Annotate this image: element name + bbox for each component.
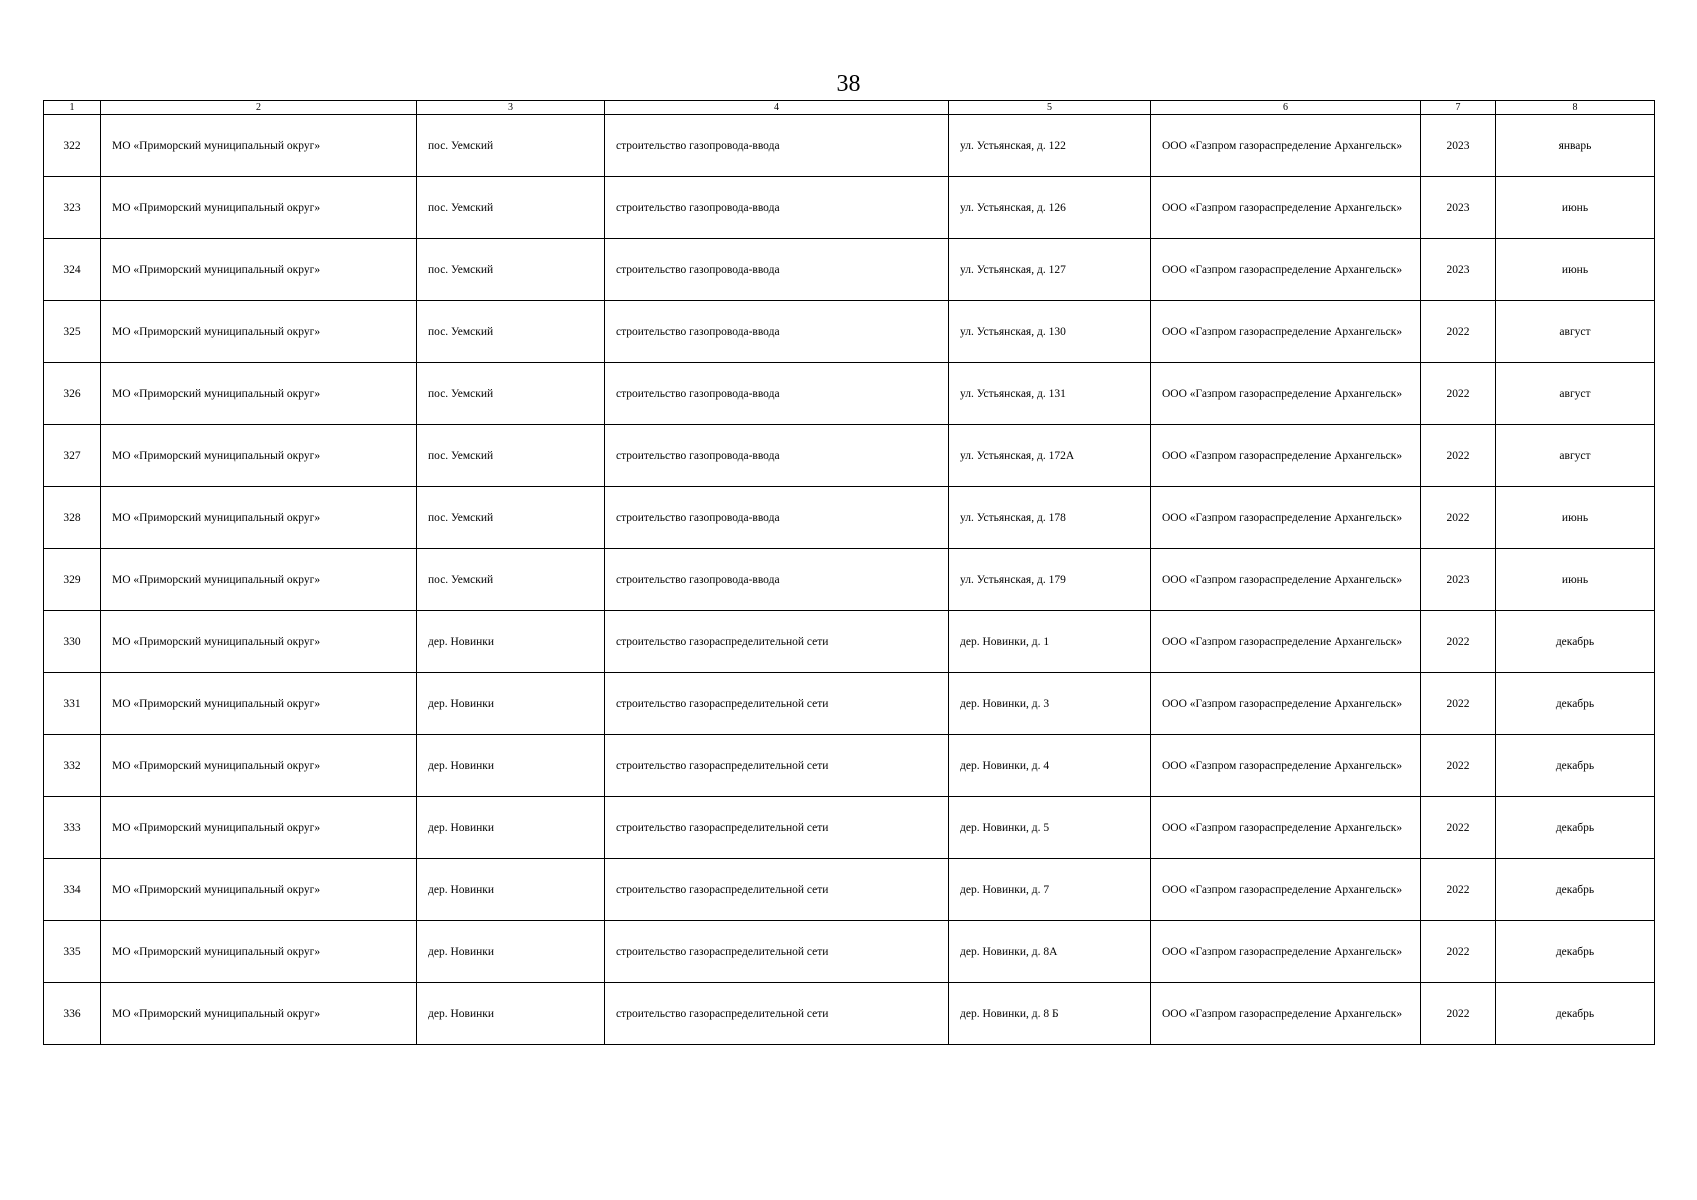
year-cell: 2023: [1421, 239, 1496, 301]
row-number-cell: 332: [44, 735, 101, 797]
municipality-cell: МО «Приморский муниципальный округ»: [101, 983, 417, 1045]
column-number-row: [44, 101, 1655, 115]
month-cell: август: [1496, 425, 1655, 487]
row-number-cell: 327: [44, 425, 101, 487]
address-cell: дер. Новинки, д. 4: [949, 735, 1151, 797]
year-cell: 2022: [1421, 363, 1496, 425]
month-cell: декабрь: [1496, 859, 1655, 921]
table-row: [44, 487, 1655, 549]
work-type-cell: строительство газораспределительной сети: [605, 921, 949, 983]
year-cell: 2022: [1421, 921, 1496, 983]
organization-cell: ООО «Газпром газораспределение Архангельск»: [1151, 487, 1421, 549]
municipality-cell: МО «Приморский муниципальный округ»: [101, 859, 417, 921]
work-type-cell: строительство газораспределительной сети: [605, 859, 949, 921]
address-cell: ул. Устьянская, д. 131: [949, 363, 1151, 425]
address-cell: ул. Устьянская, д. 172А: [949, 425, 1151, 487]
work-type-cell: строительство газопровода-ввода: [605, 425, 949, 487]
organization-cell: ООО «Газпром газораспределение Архангельск»: [1151, 735, 1421, 797]
organization-cell: ООО «Газпром газораспределение Архангельск»: [1151, 611, 1421, 673]
table-row: [44, 425, 1655, 487]
month-cell: август: [1496, 301, 1655, 363]
table-row: [44, 921, 1655, 983]
column-header: 1: [44, 101, 101, 115]
municipality-cell: МО «Приморский муниципальный округ»: [101, 797, 417, 859]
year-cell: 2022: [1421, 301, 1496, 363]
municipality-cell: МО «Приморский муниципальный округ»: [101, 487, 417, 549]
settlement-cell: пос. Уемский: [417, 363, 605, 425]
month-cell: январь: [1496, 115, 1655, 177]
row-number-cell: 323: [44, 177, 101, 239]
work-type-cell: строительство газораспределительной сети: [605, 797, 949, 859]
page-number: 38: [836, 71, 861, 97]
municipality-cell: МО «Приморский муниципальный округ»: [101, 673, 417, 735]
table-body: [44, 115, 1655, 1045]
year-cell: 2023: [1421, 549, 1496, 611]
organization-cell: ООО «Газпром газораспределение Архангельск»: [1151, 363, 1421, 425]
organization-cell: ООО «Газпром газораспределение Архангельск»: [1151, 983, 1421, 1045]
work-type-cell: строительство газопровода-ввода: [605, 301, 949, 363]
address-cell: дер. Новинки, д. 1: [949, 611, 1151, 673]
row-number-cell: 334: [44, 859, 101, 921]
table-header: [44, 101, 1655, 115]
year-cell: 2022: [1421, 611, 1496, 673]
address-cell: ул. Устьянская, д. 127: [949, 239, 1151, 301]
work-type-cell: строительство газораспределительной сети: [605, 983, 949, 1045]
row-number-cell: 336: [44, 983, 101, 1045]
row-number-cell: 330: [44, 611, 101, 673]
month-cell: декабрь: [1496, 797, 1655, 859]
work-type-cell: строительство газопровода-ввода: [605, 177, 949, 239]
month-cell: июнь: [1496, 239, 1655, 301]
municipality-cell: МО «Приморский муниципальный округ»: [101, 239, 417, 301]
year-cell: 2022: [1421, 797, 1496, 859]
month-cell: июнь: [1496, 487, 1655, 549]
row-number-cell: 324: [44, 239, 101, 301]
month-cell: декабрь: [1496, 611, 1655, 673]
table-row: [44, 549, 1655, 611]
organization-cell: ООО «Газпром газораспределение Архангельск»: [1151, 301, 1421, 363]
year-cell: 2023: [1421, 115, 1496, 177]
organization-cell: ООО «Газпром газораспределение Архангельск»: [1151, 115, 1421, 177]
municipality-cell: МО «Приморский муниципальный округ»: [101, 363, 417, 425]
municipality-cell: МО «Приморский муниципальный округ»: [101, 549, 417, 611]
settlement-cell: дер. Новинки: [417, 735, 605, 797]
month-cell: декабрь: [1496, 983, 1655, 1045]
column-header: 8: [1496, 101, 1655, 115]
address-cell: дер. Новинки, д. 8А: [949, 921, 1151, 983]
row-number-cell: 329: [44, 549, 101, 611]
month-cell: август: [1496, 363, 1655, 425]
table-row: [44, 673, 1655, 735]
work-type-cell: строительство газораспределительной сети: [605, 611, 949, 673]
year-cell: 2022: [1421, 983, 1496, 1045]
column-header: 3: [417, 101, 605, 115]
municipality-cell: МО «Приморский муниципальный округ»: [101, 115, 417, 177]
table-row: [44, 363, 1655, 425]
address-cell: дер. Новинки, д. 8 Б: [949, 983, 1151, 1045]
schedule-table: [43, 100, 1655, 1045]
settlement-cell: пос. Уемский: [417, 115, 605, 177]
table-row: [44, 983, 1655, 1045]
work-type-cell: строительство газопровода-ввода: [605, 239, 949, 301]
row-number-cell: 322: [44, 115, 101, 177]
month-cell: июнь: [1496, 549, 1655, 611]
month-cell: июнь: [1496, 177, 1655, 239]
table-row: [44, 301, 1655, 363]
organization-cell: ООО «Газпром газораспределение Архангельск»: [1151, 239, 1421, 301]
table-row: [44, 239, 1655, 301]
year-cell: 2022: [1421, 487, 1496, 549]
address-cell: ул. Устьянская, д. 179: [949, 549, 1151, 611]
municipality-cell: МО «Приморский муниципальный округ»: [101, 735, 417, 797]
work-type-cell: строительство газопровода-ввода: [605, 549, 949, 611]
address-cell: дер. Новинки, д. 7: [949, 859, 1151, 921]
column-header: 2: [101, 101, 417, 115]
municipality-cell: МО «Приморский муниципальный округ»: [101, 611, 417, 673]
month-cell: декабрь: [1496, 735, 1655, 797]
organization-cell: ООО «Газпром газораспределение Архангельск»: [1151, 921, 1421, 983]
table-row: [44, 859, 1655, 921]
work-type-cell: строительство газопровода-ввода: [605, 363, 949, 425]
table-row: [44, 735, 1655, 797]
column-header: 5: [949, 101, 1151, 115]
row-number-cell: 331: [44, 673, 101, 735]
work-type-cell: строительство газораспределительной сети: [605, 673, 949, 735]
row-number-cell: 335: [44, 921, 101, 983]
organization-cell: ООО «Газпром газораспределение Архангельск»: [1151, 673, 1421, 735]
municipality-cell: МО «Приморский муниципальный округ»: [101, 921, 417, 983]
settlement-cell: пос. Уемский: [417, 239, 605, 301]
table-row: [44, 611, 1655, 673]
organization-cell: ООО «Газпром газораспределение Архангельск»: [1151, 859, 1421, 921]
column-header: 4: [605, 101, 949, 115]
column-header: 7: [1421, 101, 1496, 115]
organization-cell: ООО «Газпром газораспределение Архангельск»: [1151, 425, 1421, 487]
settlement-cell: дер. Новинки: [417, 797, 605, 859]
address-cell: дер. Новинки, д. 5: [949, 797, 1151, 859]
settlement-cell: пос. Уемский: [417, 177, 605, 239]
settlement-cell: дер. Новинки: [417, 611, 605, 673]
settlement-cell: дер. Новинки: [417, 983, 605, 1045]
work-type-cell: строительство газораспределительной сети: [605, 735, 949, 797]
settlement-cell: пос. Уемский: [417, 301, 605, 363]
organization-cell: ООО «Газпром газораспределение Архангельск»: [1151, 177, 1421, 239]
organization-cell: ООО «Газпром газораспределение Архангельск»: [1151, 797, 1421, 859]
organization-cell: ООО «Газпром газораспределение Архангельск»: [1151, 549, 1421, 611]
settlement-cell: дер. Новинки: [417, 859, 605, 921]
year-cell: 2022: [1421, 859, 1496, 921]
work-type-cell: строительство газопровода-ввода: [605, 115, 949, 177]
municipality-cell: МО «Приморский муниципальный округ»: [101, 177, 417, 239]
month-cell: декабрь: [1496, 921, 1655, 983]
table-row: [44, 797, 1655, 859]
address-cell: дер. Новинки, д. 3: [949, 673, 1151, 735]
column-header: 6: [1151, 101, 1421, 115]
settlement-cell: пос. Уемский: [417, 549, 605, 611]
address-cell: ул. Устьянская, д. 126: [949, 177, 1151, 239]
municipality-cell: МО «Приморский муниципальный округ»: [101, 301, 417, 363]
row-number-cell: 326: [44, 363, 101, 425]
address-cell: ул. Устьянская, д. 122: [949, 115, 1151, 177]
address-cell: ул. Устьянская, д. 130: [949, 301, 1151, 363]
year-cell: 2023: [1421, 177, 1496, 239]
municipality-cell: МО «Приморский муниципальный округ»: [101, 425, 417, 487]
year-cell: 2022: [1421, 425, 1496, 487]
settlement-cell: пос. Уемский: [417, 487, 605, 549]
work-type-cell: строительство газопровода-ввода: [605, 487, 949, 549]
month-cell: декабрь: [1496, 673, 1655, 735]
year-cell: 2022: [1421, 673, 1496, 735]
row-number-cell: 333: [44, 797, 101, 859]
table-row: [44, 177, 1655, 239]
settlement-cell: дер. Новинки: [417, 673, 605, 735]
row-number-cell: 325: [44, 301, 101, 363]
address-cell: ул. Устьянская, д. 178: [949, 487, 1151, 549]
table-row: [44, 115, 1655, 177]
settlement-cell: пос. Уемский: [417, 425, 605, 487]
row-number-cell: 328: [44, 487, 101, 549]
settlement-cell: дер. Новинки: [417, 921, 605, 983]
year-cell: 2022: [1421, 735, 1496, 797]
